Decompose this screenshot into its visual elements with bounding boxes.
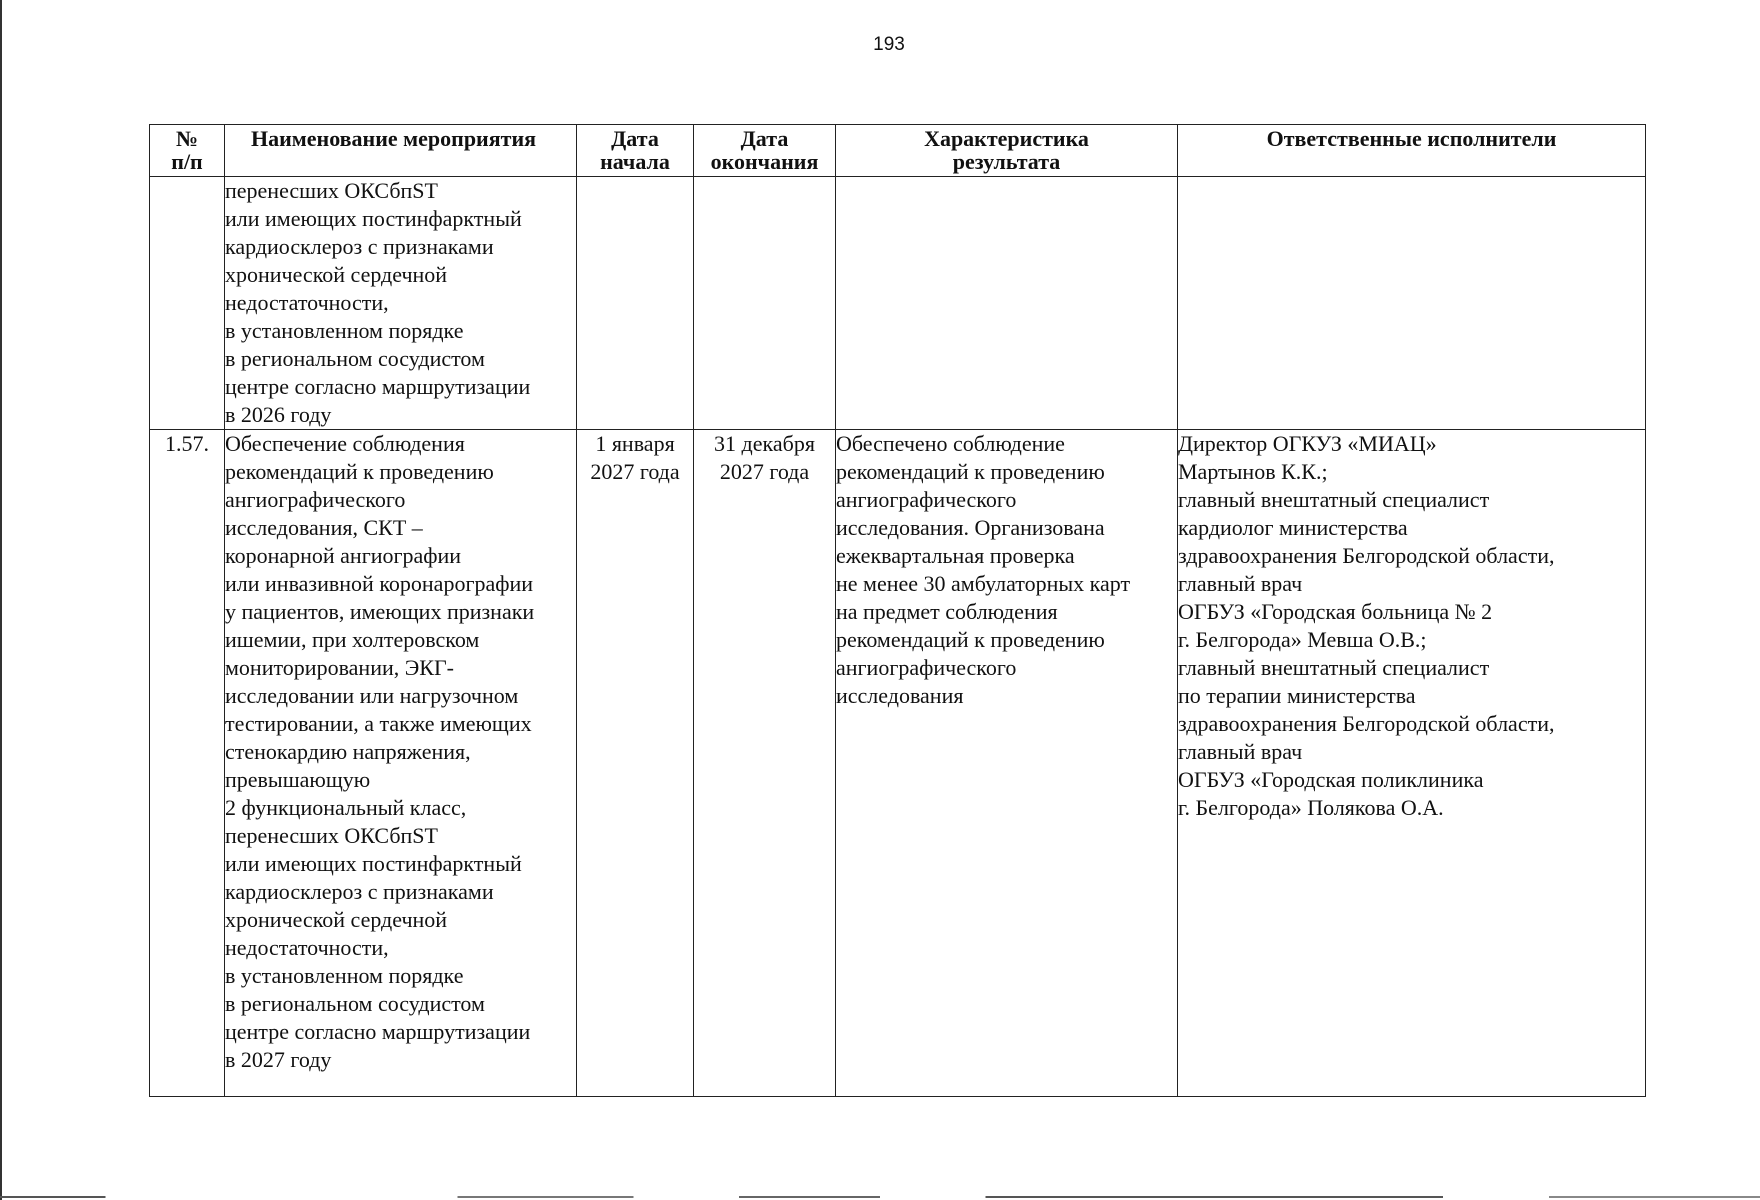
end-date-cell bbox=[694, 430, 836, 1097]
text-line: в региональном сосудистом bbox=[225, 346, 485, 371]
text-line: главный врач bbox=[1178, 571, 1303, 596]
activity-name-cell bbox=[225, 177, 577, 430]
text-line: или имеющих постинфарктный bbox=[225, 851, 522, 876]
start-date-cell bbox=[577, 430, 694, 1097]
text-line: центре согласно маршрутизации bbox=[225, 1019, 531, 1044]
activity-name-cell bbox=[225, 430, 577, 1097]
header-responsible bbox=[1178, 125, 1646, 177]
text-line: кардиосклероз с признаками bbox=[225, 234, 494, 259]
text-line: Ответственные исполнители bbox=[1266, 126, 1557, 151]
text-line: ангиографического bbox=[225, 487, 406, 512]
table-header-row bbox=[150, 125, 1646, 177]
text-line: перенесших ОКСбпST bbox=[225, 823, 438, 848]
header-start-date bbox=[577, 125, 694, 177]
header-number bbox=[150, 125, 225, 177]
text-line: Обеспечение соблюдения bbox=[225, 431, 465, 456]
text-line: результата bbox=[952, 149, 1061, 174]
text-line: хронической сердечной bbox=[225, 262, 448, 287]
text-line: г. Белгорода» Полякова О.А. bbox=[1178, 795, 1444, 820]
text-line: в 2026 году bbox=[225, 402, 332, 427]
text-line: здравоохранения Белгородской области, bbox=[1178, 543, 1555, 568]
text-line: начала bbox=[600, 149, 670, 174]
text-line: Директор ОГКУЗ «МИАЦ» bbox=[1178, 431, 1437, 456]
end-date-cell bbox=[694, 177, 836, 430]
text-line: недостаточности, bbox=[225, 290, 389, 315]
text-line: ОГБУЗ «Городская больница № 2 bbox=[1178, 599, 1493, 624]
header-activity-name bbox=[225, 125, 577, 177]
text-line: в 2027 году bbox=[225, 1047, 332, 1072]
text-line: Обеспечено соблюдение bbox=[836, 431, 1065, 456]
text-line: 2027 года bbox=[590, 459, 680, 484]
text-line: стенокардию напряжения, bbox=[225, 739, 471, 764]
page-number: 193 bbox=[873, 34, 905, 55]
text-line: рекомендаций к проведению bbox=[836, 627, 1105, 652]
text-line: превышающую bbox=[225, 767, 371, 792]
text-line: ангиографического bbox=[836, 655, 1017, 680]
row-number: 1.57. bbox=[150, 430, 225, 1097]
text-line: ежеквартальная проверка bbox=[836, 543, 1075, 568]
text-line: центре согласно маршрутизации bbox=[225, 374, 531, 399]
text-line: в региональном сосудистом bbox=[225, 991, 485, 1016]
text-line: кардиолог министерства bbox=[1178, 515, 1408, 540]
text-line: 2027 года bbox=[719, 459, 810, 484]
scan-bottom-edge bbox=[0, 1196, 1760, 1198]
text-line: или имеющих постинфарктный bbox=[225, 206, 522, 231]
text-line: исследования. Организована bbox=[836, 515, 1105, 540]
text-line: рекомендаций к проведению bbox=[225, 459, 494, 484]
text-line: главный врач bbox=[1178, 739, 1303, 764]
header-end-date bbox=[694, 125, 836, 177]
table-row bbox=[150, 430, 1646, 1097]
activities-table bbox=[149, 124, 1646, 1097]
text-line: Наименование мероприятия bbox=[251, 126, 537, 151]
text-line: № bbox=[175, 126, 199, 151]
text-line: 1 января bbox=[595, 431, 675, 456]
text-line: тестировании, а также имеющих bbox=[225, 711, 532, 736]
responsible-cell bbox=[1178, 177, 1646, 430]
text-line: у пациентов, имеющих признаки bbox=[225, 599, 535, 624]
text-line: Дата bbox=[611, 126, 659, 151]
text-line: в установленном порядке bbox=[225, 963, 464, 988]
text-line: исследования bbox=[836, 683, 964, 708]
text-line: ангиографического bbox=[836, 487, 1017, 512]
text-line: Мартынов К.К.; bbox=[1178, 459, 1328, 484]
header-result-description bbox=[836, 125, 1178, 177]
text-line: ишемии, при холтеровском bbox=[225, 627, 480, 652]
text-line: Характеристика bbox=[924, 126, 1089, 151]
responsible-cell bbox=[1178, 430, 1646, 1097]
text-line: на предмет соблюдения bbox=[836, 599, 1058, 624]
text-line: 31 декабря bbox=[714, 431, 815, 456]
result-cell bbox=[836, 430, 1178, 1097]
row-number bbox=[150, 177, 225, 430]
result-cell bbox=[836, 177, 1178, 430]
text-line: недостаточности, bbox=[225, 935, 389, 960]
scan-left-edge bbox=[0, 0, 2, 1200]
text-line: в установленном порядке bbox=[225, 318, 464, 343]
text-line: исследовании или нагрузочном bbox=[225, 683, 519, 708]
text-line: коронарной ангиографии bbox=[225, 543, 462, 568]
text-line: г. Белгорода» Мевша О.В.; bbox=[1178, 627, 1427, 652]
text-line: по терапии министерства bbox=[1178, 683, 1416, 708]
text-line: перенесших ОКСбпST bbox=[225, 178, 438, 203]
text-line: кардиосклероз с признаками bbox=[225, 879, 494, 904]
text-line: окончания bbox=[710, 149, 819, 174]
text-line: главный внештатный специалист bbox=[1178, 655, 1490, 680]
text-line: главный внештатный специалист bbox=[1178, 487, 1490, 512]
text-line: ОГБУЗ «Городская поликлиника bbox=[1178, 767, 1484, 792]
text-line: Дата bbox=[740, 126, 789, 151]
text-line: мониторировании, ЭКГ- bbox=[225, 655, 454, 680]
text-line: здравоохранения Белгородской области, bbox=[1178, 711, 1555, 736]
start-date-cell bbox=[577, 177, 694, 430]
text-line: или инвазивной коронарографии bbox=[225, 571, 534, 596]
table-row bbox=[150, 177, 1646, 430]
text-line: хронической сердечной bbox=[225, 907, 448, 932]
text-line: исследования, СКТ – bbox=[225, 515, 423, 540]
text-line: не менее 30 амбулаторных карт bbox=[836, 571, 1131, 596]
text-line: п/п bbox=[171, 149, 203, 174]
text-line: рекомендаций к проведению bbox=[836, 459, 1105, 484]
text-line: 2 функциональный класс, bbox=[225, 795, 467, 820]
